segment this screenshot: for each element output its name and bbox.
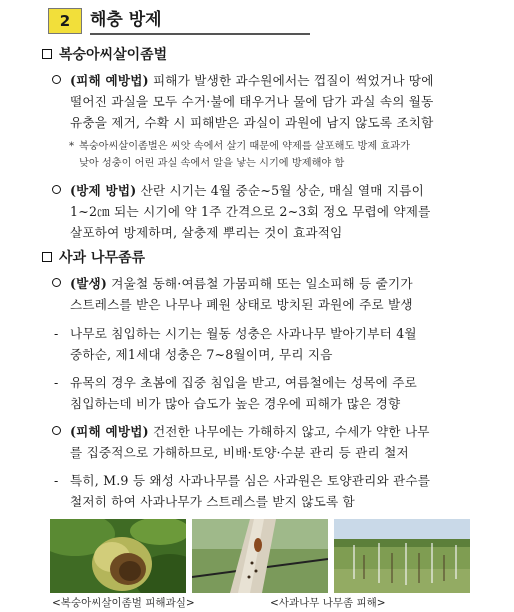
text-line: 살포하여 방제하며, 살충제 뿌리는 것이 효과적임 xyxy=(70,225,343,240)
peach-prevention-paragraph xyxy=(70,70,480,133)
dash-mark: - xyxy=(54,375,59,390)
text-line: 유목의 경우 초봄에 집중 침입을 받고, 여름철에는 성목에 주로 xyxy=(70,375,417,390)
peach-control-keyword: (방제 방법) xyxy=(70,183,137,198)
section-number: 2 xyxy=(48,8,82,34)
text-line: 특히, M.9 등 왜성 사과나무를 심은 사과원은 토양관리와 관수를 xyxy=(70,473,431,488)
subheading-peach xyxy=(42,44,167,64)
text-line: 스트레스를 받은 나무나 폐원 상태로 방치된 과원에 주로 발생 xyxy=(70,297,413,312)
apple-prevention-keyword: (피해 예방법) xyxy=(70,424,149,439)
peach-note xyxy=(69,138,479,172)
dash-mark: - xyxy=(54,326,59,341)
apple-detail-invasion-period xyxy=(54,323,480,365)
text-line: 겨울철 동해·여름철 가뭄피해 또는 일소피해 등 줄기가 xyxy=(107,276,413,291)
apple-prevention-paragraph xyxy=(70,421,480,463)
subheading-apple xyxy=(42,247,145,267)
text-line: 산란 시기는 4월 중순~5월 상순, 매실 열매 지름이 xyxy=(136,183,424,198)
circle-bullet-icon xyxy=(52,185,61,194)
text-line: 중하순, 제1세대 성충은 7~8월이며, 무리 지음 xyxy=(70,347,333,362)
text-line: 1~2㎝ 되는 시기에 약 1주 간격으로 2~3회 정오 무렵에 약제를 xyxy=(70,204,431,219)
apple-occurrence-paragraph xyxy=(70,273,480,315)
checkbox-square-icon xyxy=(42,252,52,262)
apple-detail-young-trees xyxy=(54,372,480,414)
section-title: 해충 방제 xyxy=(90,7,310,35)
photo-apple-orchard xyxy=(334,519,470,593)
note-line: 낮아 성충이 어린 과실 속에서 알을 낳는 시기에 방제해야 함 xyxy=(79,158,345,169)
text-line: 건전한 나무에는 가해하지 않고, 수세가 약한 나무 xyxy=(148,424,430,439)
text-line: 침입하는데 비가 많아 습도가 높은 경우에 피해가 많은 경향 xyxy=(70,396,401,411)
text-line: 철저히 하여 사과나무가 스트레스를 받지 않도록 함 xyxy=(70,494,355,509)
photo-apple-trunk-damage xyxy=(192,519,328,593)
subheading-apple-text: 사과 나무좀류 xyxy=(59,250,146,266)
text-line: 나무로 침입하는 시기는 월동 성충은 사과나무 발아기부터 4월 xyxy=(70,326,417,341)
peach-control-paragraph xyxy=(70,180,480,243)
caption-apple-photos: <사과나무 나무좀 피해> xyxy=(270,597,386,609)
dash-mark: - xyxy=(54,473,59,488)
text-line: 유충을 제거, 수확 시 피해받은 과실이 과원에 남지 않도록 조치함 xyxy=(70,115,434,130)
caption-peach-photo: <복숭아씨살이좀벌 피해과실> xyxy=(52,597,195,609)
asterisk-mark: * xyxy=(69,141,75,152)
apple-detail-dwarf-rootstock xyxy=(54,470,480,512)
checkbox-square-icon xyxy=(42,49,52,59)
photo-peach-fruit-damage xyxy=(50,519,186,593)
peach-prevention-keyword: (피해 예방법) xyxy=(70,73,149,88)
circle-bullet-icon xyxy=(52,426,61,435)
apple-occurrence-keyword: (발생) xyxy=(70,276,108,291)
circle-bullet-icon xyxy=(52,75,61,84)
text-line: 떨어진 과실을 모두 수거·불에 태우거나 물에 담가 과실 속의 월동 xyxy=(70,94,434,109)
subheading-peach-text: 복숭아씨살이좀벌 xyxy=(59,47,168,63)
note-line: 복숭아씨살이좀벌은 씨앗 속에서 살기 때문에 약제를 살포해도 방제 효과가 xyxy=(79,141,410,152)
text-line: 를 집중적으로 가해하므로, 비배·토양·수분 관리 등 관리 철저 xyxy=(70,445,409,460)
circle-bullet-icon xyxy=(52,278,61,287)
text-line: 피해가 발생한 과수원에서는 껍질이 썩었거나 땅에 xyxy=(148,73,434,88)
